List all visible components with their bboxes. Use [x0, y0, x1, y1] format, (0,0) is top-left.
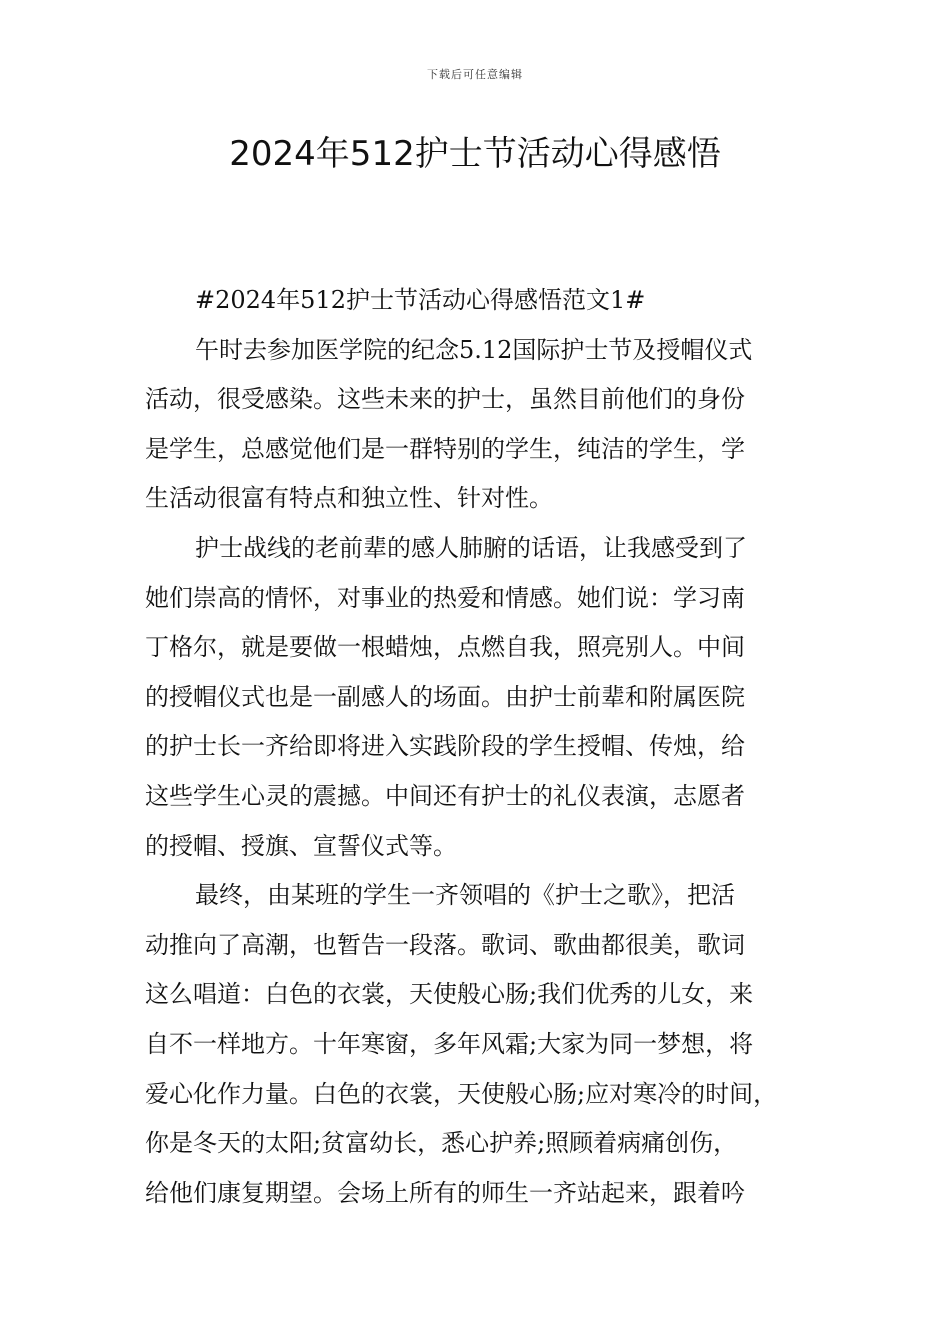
text-line: 的授帽仪式也是一副感人的场面。由护士前辈和附属医院: [145, 682, 745, 711]
text-line: 最终，由某班的学生一齐领唱的《护士之歌》，把活: [195, 881, 735, 910]
text-line: 生活动很富有特点和独立性、针对性。: [145, 484, 553, 513]
text-line: 丁格尔，就是要做一根蜡烛，点燃自我，照亮别人。中间: [145, 633, 745, 662]
text-line: 护士战线的老前辈的感人肺腑的话语，让我感受到了: [195, 533, 747, 562]
document-body: [145, 282, 810, 1224]
text-line: 爱心化作力量。白色的衣裳，天使般心肠;应对寒冷的时间，: [145, 1079, 778, 1108]
text-line: 自不一样地方。十年寒窗，多年风霜;大家为同一梦想，将: [145, 1029, 754, 1058]
text-line: 的护士长一齐给即将进入实践阶段的学生授帽、传烛，给: [145, 732, 745, 761]
text-line: 这些学生心灵的震撼。中间还有护士的礼仪表演，志愿者: [145, 781, 745, 810]
text-line: 的授帽、授旗、宣誓仪式等。: [145, 831, 457, 860]
text-line: 动推向了高潮，也暂告一段落。歌词、歌曲都很美，歌词: [145, 930, 745, 959]
text-line: 午时去参加医学院的纪念5.12国际护士节及授帽仪式: [195, 335, 753, 364]
text-line: 她们崇高的情怀，对事业的热爱和情感。她们说：学习南: [145, 583, 745, 612]
text-line: 是学生，总感觉他们是一群特别的学生，纯洁的学生，学: [145, 434, 745, 463]
text-line: 你是冬天的太阳;贫富幼长，悉心护养;照顾着病痛创伤，: [145, 1129, 738, 1158]
text-line: 活动，很受感染。这些未来的护士，虽然目前他们的身份: [145, 385, 745, 414]
header-note: 下载后可任意编辑: [427, 68, 523, 81]
text-line: 这么唱道：白色的衣裳，天使般心肠;我们优秀的儿女，来: [145, 980, 754, 1009]
text-line: 给他们康复期望。会场上所有的师生一齐站起来，跟着吟: [145, 1178, 745, 1207]
text-line: #2024年512护士节活动心得感悟范文1#: [195, 286, 646, 314]
document-title: 2024年512护士节活动心得感悟: [229, 134, 721, 174]
